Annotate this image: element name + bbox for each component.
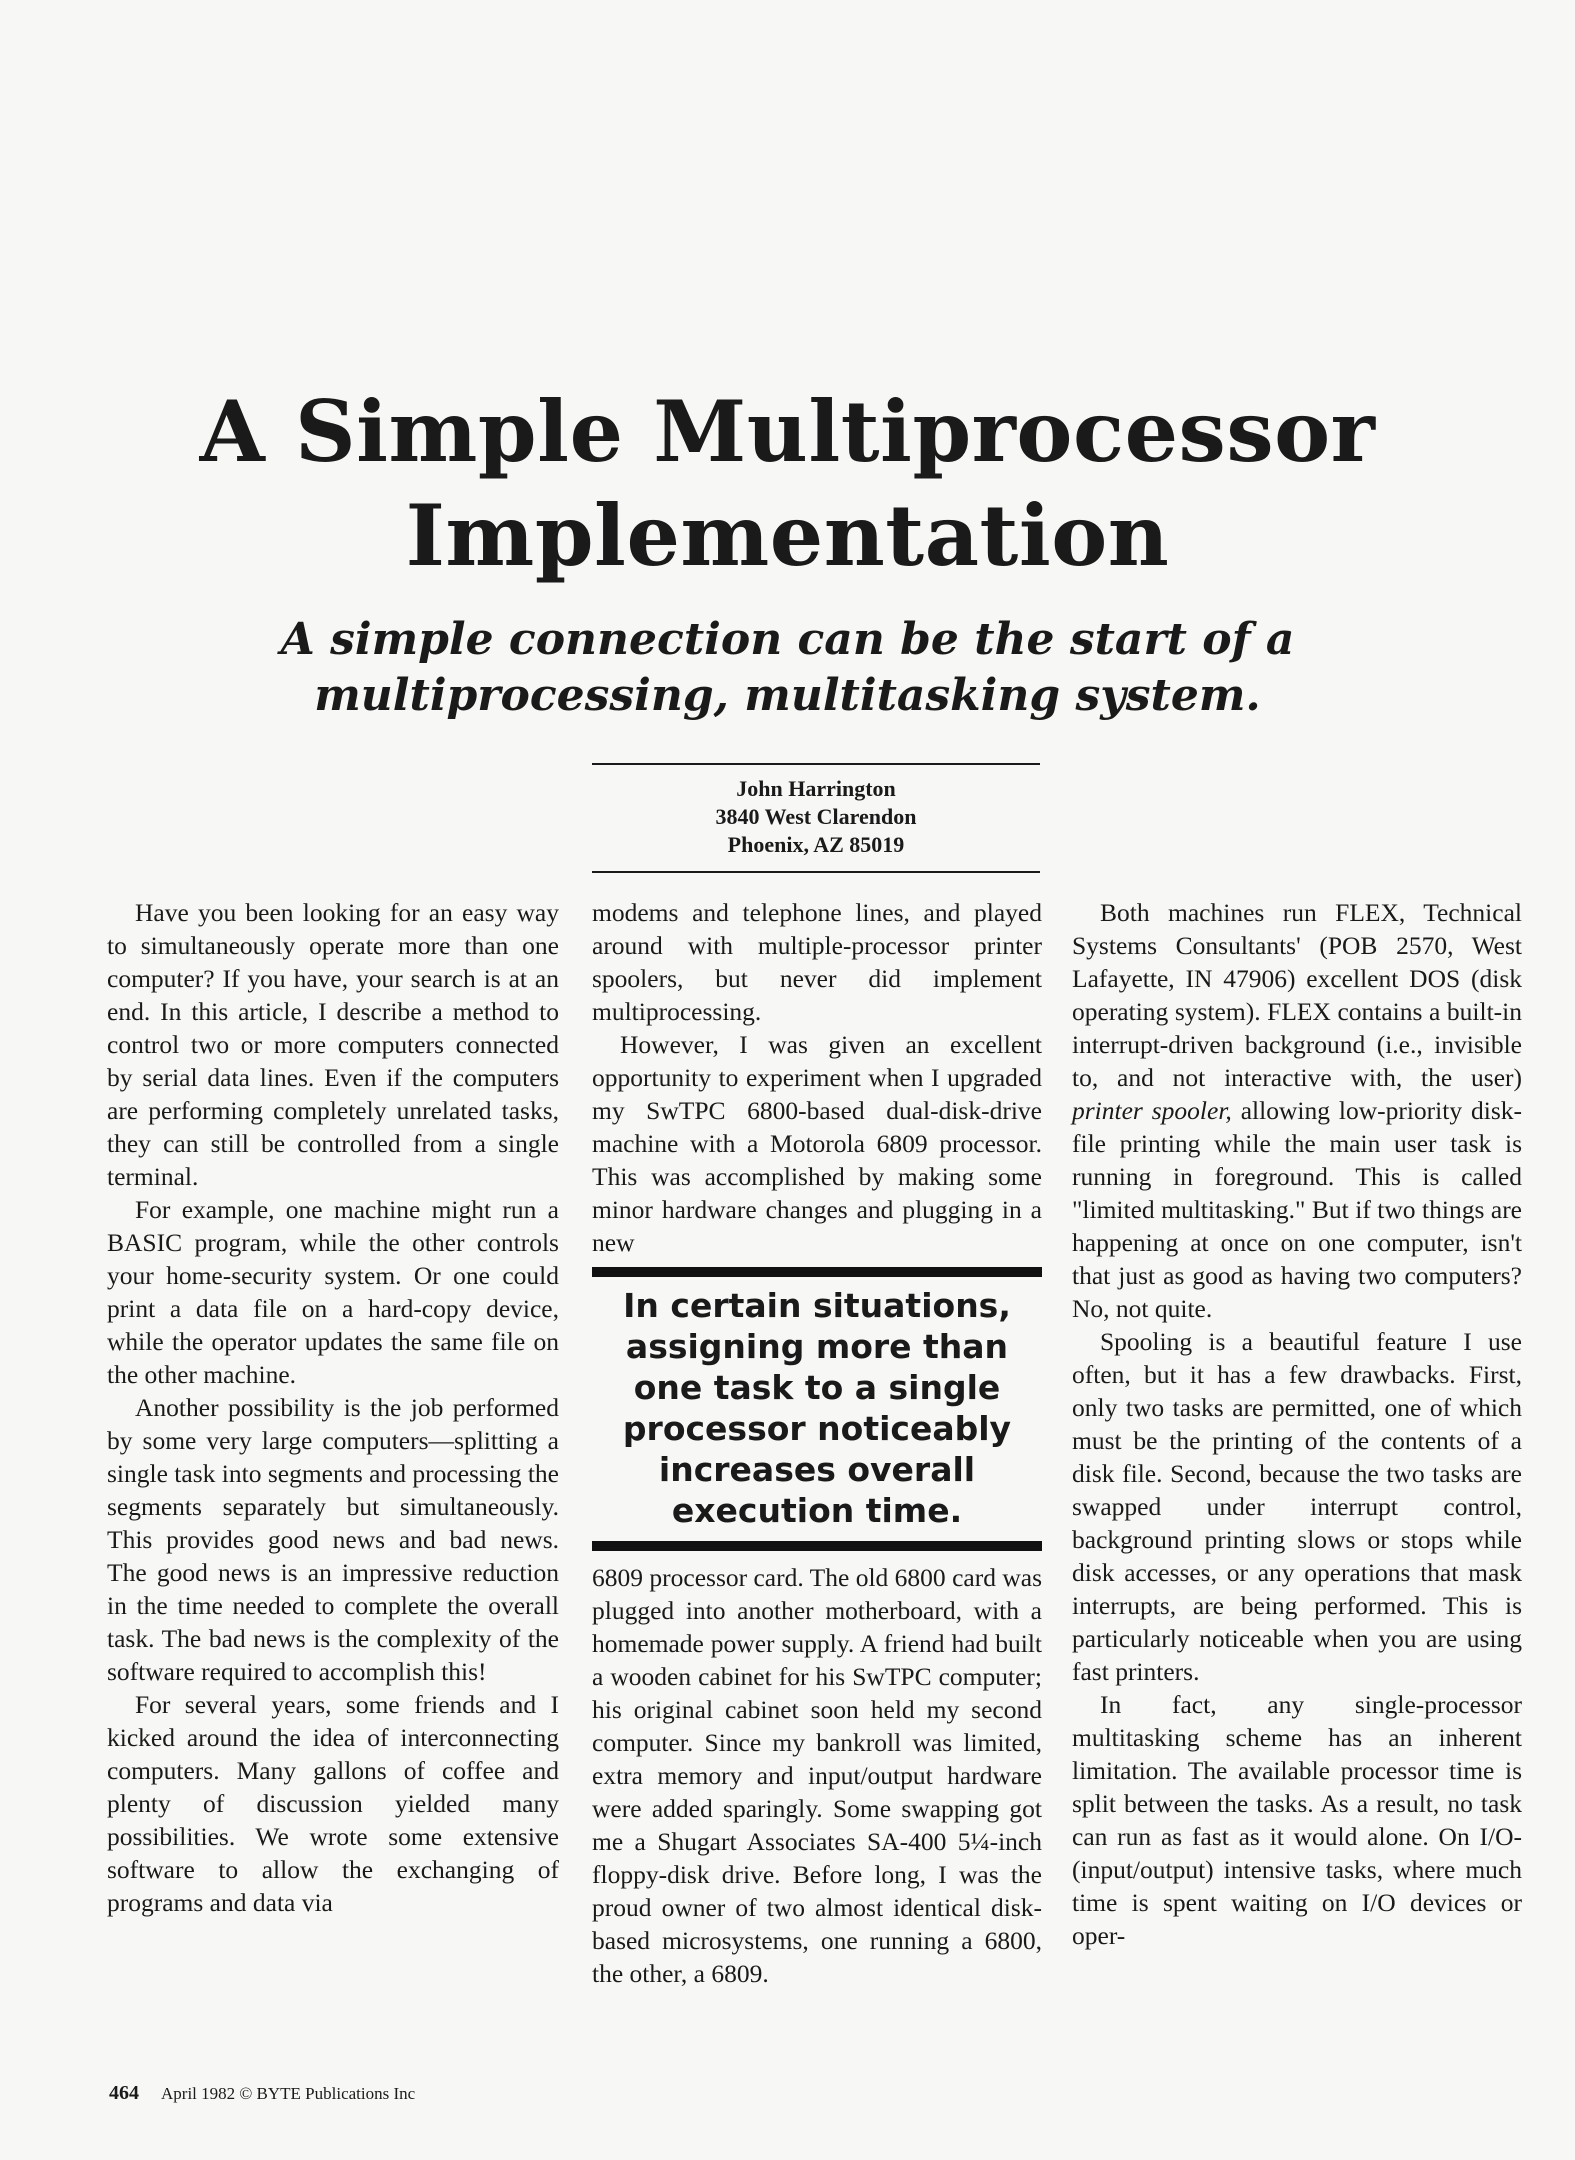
author-name: John Harrington: [736, 776, 896, 801]
author-city: Phoenix, AZ 85019: [727, 832, 905, 857]
paragraph-text: Both machines run FLEX, Technical Systems Consultants' (POB 2570, West Lafayette, IN 47906) excellent DOS (disk operating system). FLEX contains a built-in interrupt-driven background (i.e., invisible to, and not interactive with, the user): [1072, 898, 1522, 1092]
article-title: [0, 380, 1575, 588]
paragraph: For several years, some friends and I kicked around the idea of interconnecting computers. Many gallons of coffee and plenty of discussion yielded many possibilities. We wrote some extensive software to allow the exchanging of programs and data via: [107, 1690, 559, 1917]
paragraph: For example, one machine might run a BASIC program, while the other controls your home-security system. Or one could print a data file on a hard-copy device, while the operator updates the same file on the other machine.: [107, 1195, 559, 1389]
column-2: [592, 896, 1042, 1990]
title-line-2: Implementation: [405, 486, 1170, 585]
article-subtitle: [0, 612, 1575, 724]
pull-quote-line: processor noticeably: [622, 1409, 1012, 1448]
paragraph: Spooling is a beautiful feature I use often, but it has a few drawbacks. First, only two tasks are permitted, one of which must be the printing of the contents of a disk file. Second, because the two tasks are swapped under interrupt control, background printing slows or stops while disk accesses, or any operations that mask interrupts, are being performed. This is particularly noticeable when you are using fast printers.: [1072, 1327, 1522, 1686]
pull-quote-line: execution time.: [671, 1491, 963, 1530]
subtitle-line-1: A simple connection can be the start of a: [280, 614, 1295, 665]
paragraph: Another possibility is the job performed by some very large computers—splitting a single task into segments and processing the segments separately but simultaneously. This provides good news and bad news. The good news is an impressive reduction in the time needed to complete the overall task. The bad news is the complexity of the software required to accomplish this!: [107, 1393, 559, 1686]
title-line-1: A Simple Multiprocessor: [199, 382, 1376, 481]
page-footer: [109, 2082, 415, 2105]
paragraph: However, I was given an excellent opportunity to experiment when I upgraded my SwTPC 6800-based dual-disk-drive machine with a Motorola 6809 processor. This was accomplished by making some minor hardware changes and plugging in a new: [592, 1030, 1042, 1257]
paragraph: In fact, any single-processor multitasking scheme has an inherent limitation. The available processor time is split between the tasks. As a result, no task can run as fast as it would alone. On I/O- (input/output) intensive tasks, where much time is spent waiting on I/O devices or oper-: [1072, 1690, 1522, 1950]
footer-credit: April 1982 © BYTE Publications Inc: [161, 2084, 416, 2103]
author-byline: [592, 763, 1040, 873]
subtitle-line-2: multiprocessing, multitasking system.: [314, 670, 1261, 721]
pull-quote: [592, 1267, 1042, 1551]
column-3: [1072, 896, 1522, 1952]
author-street: 3840 West Clarendon: [715, 804, 917, 829]
paragraph: modems and telephone lines, and played around with multiple-processor printer spoolers, but never did implement multiprocessing.: [592, 898, 1042, 1026]
page-number: 464: [109, 2082, 139, 2104]
pull-quote-line: one task to a single: [633, 1368, 1001, 1407]
paragraph-text: allowing low-priority disk-file printing while the main user task is running in foreground. This is called "limited multitasking." But if two things are happening at once on one computer, isn't that just as good as having two computers? No, not quite.: [1072, 1096, 1523, 1323]
paragraph: 6809 processor card. The old 6800 card was plugged into another motherboard, with a homemade power supply. A friend had built a wooden cabinet for his SwTPC computer; his original cabinet soon held my second computer. Since my bankroll was limited, extra memory and input/output hardware were added sparingly. Some swapping got me a Shugart Associates SA-400 5¼-inch floppy-disk drive. Before long, I was the proud owner of two almost identical disk-based microsystems, one running a 6800, the other, a 6809.: [592, 1563, 1042, 1988]
pull-quote-line: assigning more than: [625, 1327, 1009, 1366]
emphasis-printer-spooler: printer spooler,: [1072, 1096, 1232, 1125]
column-1: [107, 896, 559, 1919]
pull-quote-line: increases overall: [658, 1450, 976, 1489]
pull-quote-line: In certain situations,: [623, 1286, 1011, 1325]
paragraph: [1072, 896, 1522, 1325]
paragraph: Have you been looking for an easy way to simultaneously operate more than one computer? If you have, your search is at an end. In this article, I describe a method to control two or more computers connected by serial data lines. Even if the computers are performing completely unrelated tasks, they can still be controlled from a single terminal.: [107, 898, 559, 1191]
